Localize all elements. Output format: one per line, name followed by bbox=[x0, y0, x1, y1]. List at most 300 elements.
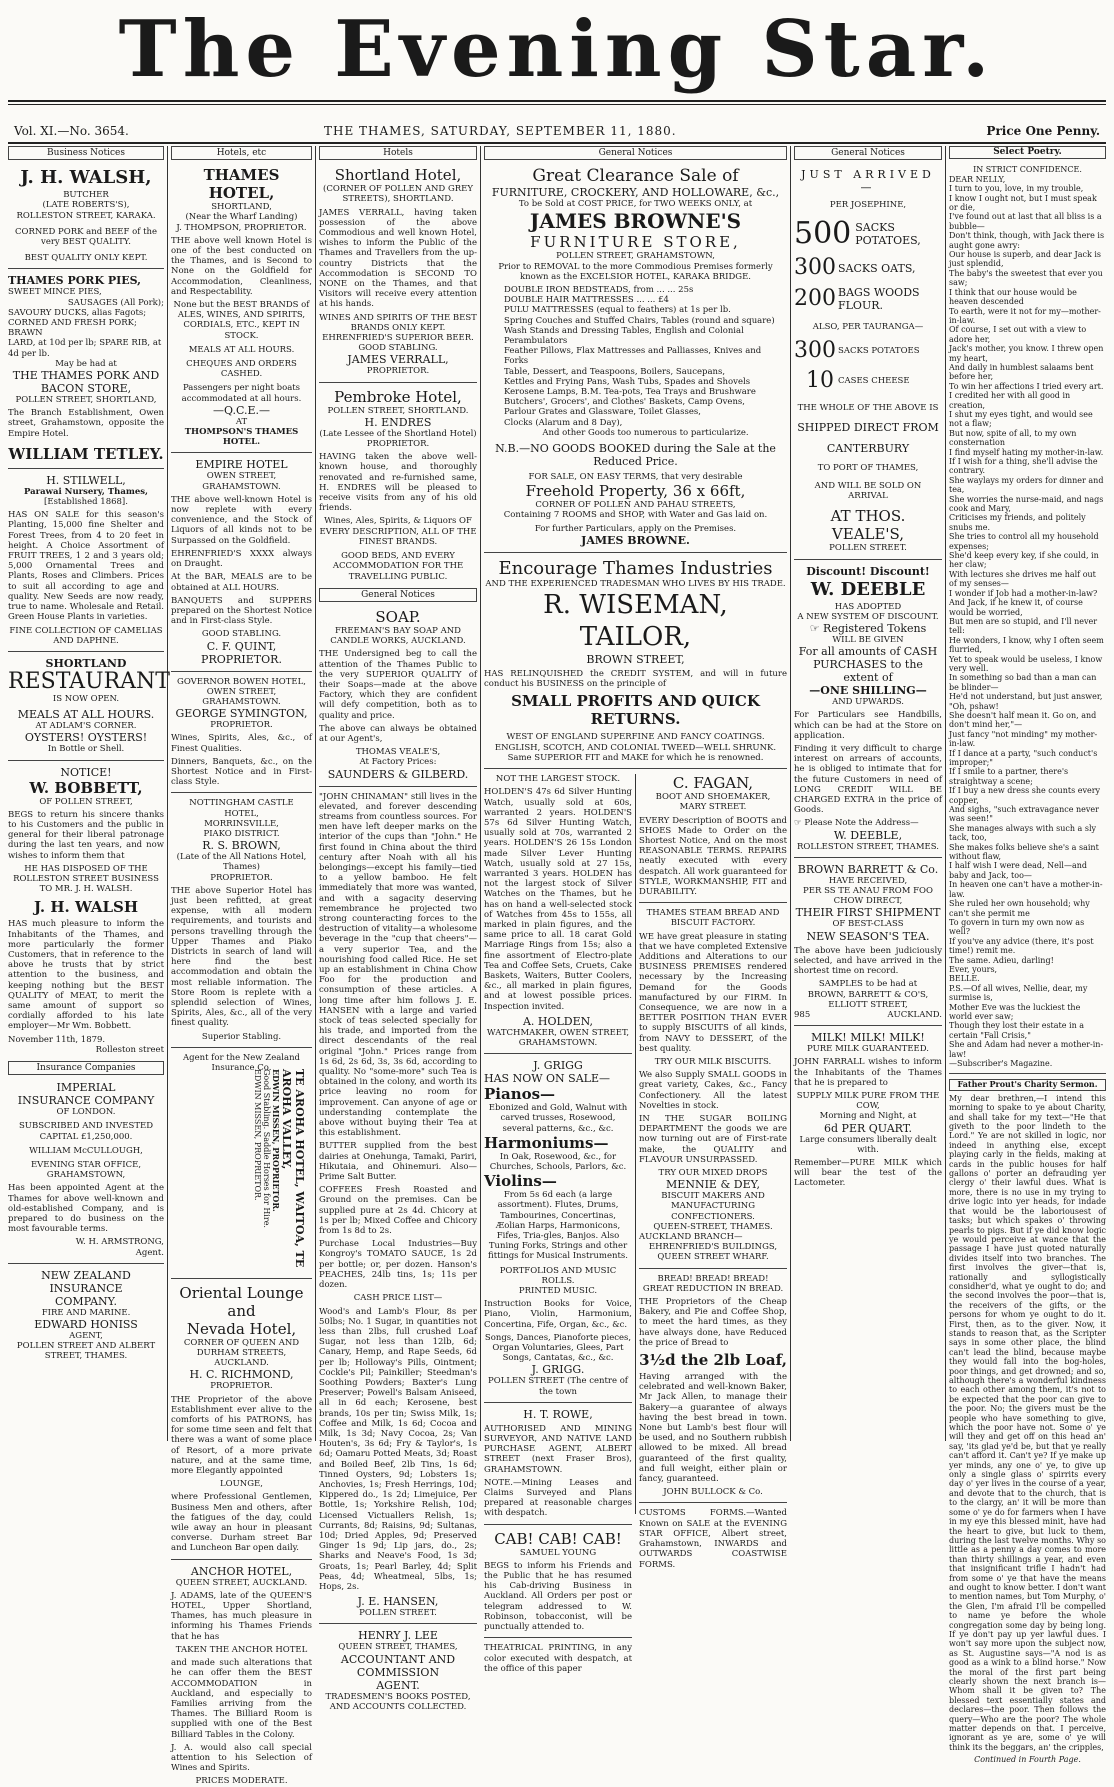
poem-line: In heaven one can't have a mother-in-law. bbox=[949, 880, 1103, 899]
ad-line: POLLEN STREET, SHORTLAND. bbox=[327, 405, 469, 416]
ad-line: CANTERBURY bbox=[826, 441, 910, 455]
divider bbox=[639, 902, 787, 903]
ad-line: SAUSAGES (All Pork); bbox=[67, 297, 164, 308]
ad-line: For all amounts of CASH PURCHASES to the extent of bbox=[798, 645, 938, 685]
ad-line: PROPRIETOR. bbox=[366, 439, 430, 450]
ad-rowe-surveyor bbox=[484, 1408, 632, 1519]
poem-line: If I wish for a thing, she'll advise the contrary. bbox=[949, 457, 1098, 476]
ad-line: WILL BE GIVEN bbox=[832, 635, 904, 646]
ad-body: THE above Superior Hotel has just been refitted, at great expense, with all modern requirements, and tourists and persons travelling through the Upper Thames and Piako Districts in search of land will here find the best accommodation and obtain the most reliable information. The Store Room is replete with a splendid selection of Wines, Spirits, Ales, &c., all of the very finest quality. bbox=[171, 885, 312, 1029]
ad-body: THE Undersigned beg to call the attention of the Thames Public to the very SUPERIOR QUALITY of their Soaps—made at the above Factory, which they are confident will defy competition, both as to quality and price. bbox=[319, 649, 477, 721]
ad-body: EVERY Description of BOOTS and SHOES Made to Order on the Shortest Notice, And on the most REASONABLE TERMS. REPAIRS neatly executed with every despatch. All work guaranteed for STYLE, WORKMANSHIP, FIT and DURABILITY. bbox=[639, 815, 787, 897]
ad-line: SWEET MINCE PIES, bbox=[8, 287, 102, 298]
ad-line: HAS NOW ON SALE— bbox=[484, 1072, 610, 1086]
divider bbox=[171, 671, 312, 672]
ad-body: Purchase Local Industries—Buy Kongroy's TOMATO SAUCE, 1s 2d per bottle; or, per dozen. Hanson's PEACHES, 24lb tins, 1s; 11s per dozen. bbox=[319, 1239, 477, 1291]
ad-line: OWEN STREET, GRAHAMSTOWN. bbox=[202, 686, 281, 707]
poem-line: I credited her with all good in creation, bbox=[949, 391, 1071, 410]
poem-line: I shut my eyes tight, and would see not a flaw; bbox=[949, 409, 1093, 429]
poem-line: He wonders, I know, why I often seem flurried, bbox=[949, 635, 1104, 655]
ad-line: EHRENFRIED'S SUPERIOR BEER. bbox=[322, 333, 474, 344]
list-item: Kerosene Lamps, B.M. Tea-pots, Tea Trays and Brushware bbox=[504, 387, 756, 398]
section-header: Insurance Companies bbox=[8, 1061, 164, 1075]
poem-line: To earth, were it not for my—mother-in-law. bbox=[949, 306, 1101, 325]
ad-title: 3½d the 2lb Loaf, bbox=[639, 1351, 787, 1370]
masthead-rule-top bbox=[8, 100, 1106, 102]
ad-body: "JOHN CHINAMAN" still lives in the elevated, and forever descending streams from countless sources. For men have left deeper marks on the interior of the cups than "John." He first found in China about the third century after Noah with all his belongings—except his family—tied to a yellow bamboo. He felt immediately that more was wanted, and with a sagacity deserving remembrance he projected two strong counteracting forces to the destruction of vitality—a wholesome beverage in the "cup that cheers"—a very superior Tea, and the nourishing food called Rice. He set up an establishment in China Chow Foo for the production and consumption of these articles. A long time after him follows J. E. HANSEN with a large and varied stock of teas selected specially for his trade, and imported from the direct descendants of the real original "John." Prices range from 1s 6d, 2s 6d, 3s, 3s 6d, according to quality. No "some-more" such Tea is obtained in the colony, and worth its price leaving no room for improvement. Can anyone of age or understanding contemplate the above without buying their Tea at this establishment. bbox=[319, 791, 477, 1139]
list-item: Feather Pillows, Flax Mattresses and Palliasses, Knives and Forks bbox=[504, 346, 762, 367]
ad-line: (Late of the All Nations Hotel, Thames) bbox=[176, 852, 307, 873]
ad-line: WILLIAM McCULLOUGH, bbox=[29, 1145, 143, 1156]
ad-body: The Branch Establishment, Owen street, Grahamstown, opposite the Empire Hotel. bbox=[8, 408, 164, 439]
ad-title: FURNITURE STORE, bbox=[530, 233, 741, 252]
poem-line: In something so bad than a man can be blinder— bbox=[949, 673, 1097, 692]
poem-line: Don't think, though, with Jack there is aught gone awry: bbox=[949, 231, 1105, 250]
ad-line: AT ADLAM'S CORNER. bbox=[35, 721, 137, 732]
ad-signature: JOHN BULLOCK & Co. bbox=[663, 1487, 763, 1498]
ad-title: NOTTINGHAM CASTLE HOTEL, bbox=[189, 798, 294, 819]
list-item: Parlour Grates and Glassware, Toilet Glasses, bbox=[504, 407, 701, 418]
ad-title: THAMES STEAM BREAD AND BISCUIT FACTORY. bbox=[646, 908, 780, 929]
ad-cheap-bakery bbox=[639, 1274, 787, 1498]
ad-line: Violins— bbox=[484, 1172, 557, 1191]
ad-signature: THOMPSON'S THAMES HOTEL. bbox=[184, 427, 299, 448]
poem-line: She ruled her own household; why can't she permit me bbox=[949, 899, 1090, 918]
ad-line: Morning and Night, at bbox=[819, 1111, 917, 1122]
column-divider bbox=[315, 146, 316, 1441]
continuation-note: Continued in Fourth Page. bbox=[974, 1755, 1081, 1765]
divider bbox=[484, 1637, 632, 1638]
ad-line: Same SUPERIOR FIT and MAKE for which he is renowned. bbox=[507, 752, 764, 763]
issue-date: THE THAMES, SATURDAY, SEPTEMBER 11, 1880. bbox=[324, 124, 677, 138]
ad-line: AGENT, bbox=[69, 1331, 103, 1342]
ad-line: PRICES MODERATE. bbox=[195, 1776, 288, 1787]
ad-line: AND WILL BE SOLD ON ARRIVAL bbox=[814, 481, 922, 502]
ad-line: BEST QUALITY ONLY KEPT. bbox=[24, 253, 148, 264]
section-header: Select Poetry. bbox=[949, 146, 1106, 159]
poem-line: DEAR NELLY, bbox=[949, 174, 1006, 184]
ad-title: EMPIRE HOTEL bbox=[195, 458, 288, 472]
ad-theatrical-printing: THEATRICAL PRINTING, in any color executed with despatch, at the office of this paper bbox=[484, 1643, 632, 1674]
produce-row bbox=[794, 218, 942, 250]
ad-deeble-discount bbox=[794, 565, 942, 852]
poem-line: Mother Eve was the luckiest the world ever saw; bbox=[949, 1002, 1081, 1021]
ad-line: CAPITAL £1,250,000. bbox=[39, 1131, 133, 1142]
poem-line: I've found out at last that all bliss is a bubble— bbox=[949, 212, 1102, 231]
ad-title: BREAD! BREAD! BREAD! bbox=[657, 1273, 769, 1284]
ad-line: Prior to REMOVAL to the more Commodious Premises formerly known as the EXCELSIOR HOTEL, KARAKA BRIDGE. bbox=[498, 261, 773, 282]
ad-line: EDWIN MISSEN, PROPRIETOR. bbox=[271, 1068, 281, 1212]
ad-signature: JAMES BROWNE. bbox=[581, 533, 690, 547]
ad-body: where Professional Gentlemen, Business Men and others, after the fatigues of the day, could wile away an hour in pleasant converse. Durham street Bar and Luncheon Bar open daily. bbox=[171, 1492, 312, 1554]
column-divider bbox=[480, 146, 481, 1441]
ad-signature: SAUNDERS & GILBERD. bbox=[327, 767, 469, 781]
item-list bbox=[484, 285, 787, 438]
ad-line: POLLEN STREET, SHORTLAND, bbox=[15, 395, 157, 406]
ad-line: SAVOURY DUCKS, alias Fagots; bbox=[8, 307, 147, 318]
poem-line: The same. Adieu, darling! bbox=[949, 955, 1054, 965]
ad-body: THE Proprietor of the above Establishment ever alive to the comforts of his PATRONS, has for some time seen and felt that there was a want of some place of Resort, of a more private nature, and at the same time, more Elegantly appointed bbox=[171, 1394, 312, 1477]
section-header: General Notices bbox=[484, 146, 787, 160]
ad-line: H. C. RICHMOND, bbox=[189, 1368, 294, 1382]
ad-title: Oriental Lounge and bbox=[179, 1283, 304, 1320]
ad-body: Wood's and Lamb's Flour, 8s per 50lbs; No. 1 Sugar, in quantities not less than 2lbs, full crushed Loaf Sugar, not less than 12lb, 6d; Canary, Hemp, and Rape Seeds, 6d per lb; Holloway's Pills, Ointment; Cockle's Pil; Painkiller; Steedman's Soothing Powders; Baxter's Lung Preserver; Powell's Balsam Aniseed, all in 6d each; Kerosene, best brands, 10s per tin; Swiss Milk, 1s; Coffee and Milk, 1s 6d; Cocoa and Milk, 1s 3d; Navy Cocoa, 2s; Van Houten's, 3s 6d; Fry & Taylor's, 1s 6d; Oamaru Potted Meats, 3d; Roast and Boiled Beef, 2lb Tins, 1s 6d; Tinned Oysters, 9d; Lobsters 1s; Anchovies, 1s; Fresh Herrings, 10d; Kippered do., 1s 2d; Limejuice, Per Bottle, 1s; Yorkshire Relish, 10d; Licensed Victuallers Relish, 1s; Currants, 8d; Raisins, 9d; Sultanas, 10d; Dried Apples, 9d; Preserved Ginger 1s 9d; Lip jars, do., 2s; Sharks and Neave's Food, 1s 3d; Groats, 1s; Pearl Barley, 4d; Split Peas, 4d; Wheatmeal, 5lbs, 1s; Hops, 2s. bbox=[319, 1306, 477, 1592]
poem-line: Jack's mother, you know. I threw open my heart, bbox=[949, 344, 1104, 363]
poem-line: Our house is superb, and dear Jack is just splendid, bbox=[949, 250, 1102, 269]
ad-line: CORNED AND FRESH PORK; BRAWN bbox=[8, 318, 137, 339]
ad-line: BACON STORE, bbox=[40, 382, 132, 396]
ad-title: R. WISEMAN, TAILOR, bbox=[543, 590, 728, 653]
ad-shortland-restaurant bbox=[8, 656, 170, 755]
ad-line: SUPPLY MILK PURE FROM THE COW, bbox=[796, 1090, 940, 1112]
ad-body: HAVING taken the above well-known house, and thoroughly renovated and re-furnished same, H. ENDRES will be pleased to receive visits from any of his old friends. bbox=[319, 452, 477, 514]
ad-line: SUBSCRIBED AND INVESTED bbox=[18, 1121, 154, 1132]
quantity: 300 bbox=[794, 337, 836, 363]
section-header: General Notices bbox=[319, 588, 477, 602]
divider bbox=[8, 468, 164, 469]
ad-line: WEST OF ENGLAND SUPERFINE AND FANCY COATINGS. bbox=[506, 732, 765, 743]
ad-body: J. ADAMS, late of the QUEEN'S HOTEL, Upper Shortland, Thames, has much pleasure in informing his Thames Friends that he has bbox=[171, 1590, 312, 1642]
ad-signature: JAMES VERRALL, bbox=[347, 353, 449, 367]
ad-line: Ebonized and Gold, Walnut with carved trusses, Rosewood, several patterns, &c., &c. bbox=[488, 1103, 628, 1134]
ad-farrall-milk bbox=[794, 1031, 942, 1188]
ad-line: PIAKO DISTRICT. bbox=[203, 828, 280, 839]
ad-title: J. GRIGG bbox=[533, 1059, 583, 1073]
list-item: Spring Couches and Stuffed Chairs, Tables (round and square) bbox=[504, 315, 775, 326]
masthead bbox=[0, 0, 1114, 120]
ad-signature: WILLIAM TETLEY. bbox=[8, 444, 164, 463]
poem-line: If I dance at a party, "such conduct's improper;" bbox=[949, 748, 1098, 767]
list-item: DOUBLE HAIR MATTRESSES ... ... £4 bbox=[504, 295, 669, 306]
poem-line: And sighs, "such extravagance never was seen!" bbox=[949, 805, 1099, 824]
ad-body: The above have been judiciously selected, and have arrived in the shortest time on record. bbox=[794, 945, 942, 977]
ad-date: November 11th, 1879. bbox=[8, 1034, 106, 1045]
ad-anchor-hotel bbox=[171, 1565, 312, 1787]
ad-title: H. STILWELL, bbox=[46, 473, 126, 487]
ad-line: OF BEST-CLASS bbox=[832, 919, 904, 930]
ad-body: COFFEES Fresh Roasted and Ground on the premises. Can be supplied pure at 2s 4d. Chicory at 1s per lb; Mixed Coffee and Chicory from 1s 8d to 2s. bbox=[319, 1185, 477, 1237]
poem-line: But men are so stupid, and I'll never tell: bbox=[949, 616, 1098, 636]
ad-line: ALSO, PER TAURANGA— bbox=[812, 322, 924, 333]
poem-line: She and Adam had never a mother-in-law! bbox=[949, 1040, 1104, 1059]
list-item: Clocks (Alarum and 8 Day), bbox=[504, 417, 623, 428]
pointing-hand-icon: ☞ bbox=[809, 622, 824, 636]
ad-veale-produce bbox=[794, 168, 942, 553]
ad-body: and made such alterations that he can offer them the BEST ACCOMMODATION in Auckland, and especially to Families arriving from the Thames. The Billiard Room is supplied with one of the Best Billiard Tables in the Colony. bbox=[171, 1658, 312, 1740]
rotated-ad-text bbox=[253, 1069, 306, 1269]
ad-line: PER JOSEPHINE, bbox=[829, 200, 907, 211]
ad-line: WINES AND SPIRITS OF THE BEST BRANDS ONLY KEPT. bbox=[319, 312, 477, 333]
list-item: And other Goods too numerous to particularize. bbox=[542, 427, 749, 438]
ad-line: SAMPLES to be had at bbox=[818, 979, 918, 990]
ad-line: THE THAMES PORK AND bbox=[12, 369, 160, 383]
ad-line: QUEEN STREET, THAMES, bbox=[338, 1642, 458, 1653]
ad-line: H. ENDRES bbox=[364, 415, 432, 429]
ad-body: HAS much pleasure to inform the Inhabitants of the Thames, and more particularly the former Customers, that in reference to the above he trusts that by strict attention to the business, and keeping nothing but the BEST QUALITY of MEAT, to merit the same amount of support so cordially afforded to his late employer—Mr Wm. Bobbett. bbox=[8, 919, 164, 1032]
column-divider bbox=[790, 146, 791, 1441]
poem-line: She manages always with such a sly tack, too, bbox=[949, 823, 1097, 843]
poem-line: To win her affections I tried every art. bbox=[949, 381, 1104, 391]
ad-line: 6d PER QUART. bbox=[824, 1121, 912, 1135]
ad-fagan-boots bbox=[639, 774, 787, 897]
ad-body: THE above well known Hotel is one of the best conducted on the Thames, and is Second to None on the Goldfield for Accommodation, Cleanliness, and Respectability. bbox=[171, 235, 312, 297]
ad-title: C. FAGAN, bbox=[672, 774, 754, 793]
ad-line: None but the BEST BRANDS of ALES, WINES, AND SPIRITS, CORDIALS, ETC., KEPT IN STOCK. bbox=[173, 300, 310, 341]
ad-line: POLLEN STREET. bbox=[359, 1608, 437, 1619]
ad-title: HENRY J. LEE bbox=[358, 1629, 438, 1643]
ad-signature: J. E. HANSEN, bbox=[357, 1595, 439, 1609]
ad-line: Rolleston street bbox=[95, 1044, 164, 1055]
divider bbox=[8, 268, 164, 269]
ad-line: AUCKLAND BRANCH— bbox=[639, 1232, 743, 1243]
price: Price One Penny. bbox=[986, 124, 1100, 138]
produce-label: SACKS POTATOES bbox=[838, 345, 920, 356]
ad-title: J. H. WALSH bbox=[33, 898, 139, 917]
ad-title: Pembroke Hotel, bbox=[334, 387, 462, 406]
list-item: Kettles and Frying Pans, Wash Tubs, Spades and Shovels bbox=[504, 376, 751, 387]
produce-label: SACKS POTATOES, bbox=[855, 221, 921, 248]
ad-line: BUTCHER bbox=[63, 190, 109, 201]
ad-line: J. THOMPSON, PROPRIETOR. bbox=[176, 222, 307, 233]
ad-line: TAKEN THE ANCHOR HOTEL bbox=[175, 1644, 308, 1655]
divider bbox=[484, 1053, 632, 1054]
column-divider bbox=[167, 146, 168, 1441]
ad-line: PRINTED MUSIC. bbox=[518, 1286, 598, 1297]
ad-imperial-insurance bbox=[8, 1081, 164, 1258]
ad-line: Parawai Nursery, Thames, bbox=[24, 486, 148, 497]
ad-line: EDWIN MISSEN, PROPRIETOR. bbox=[253, 1068, 262, 1201]
produce-row bbox=[794, 369, 942, 393]
ad-soap bbox=[319, 608, 477, 781]
ad-line: QUEEN STREET, AUCKLAND. bbox=[175, 1577, 308, 1588]
list-item: Butchers', Grocers', and Clothes' Baskets, Camp Ovens, bbox=[504, 397, 745, 408]
ad-signature: A. HOLDEN, bbox=[522, 1014, 594, 1028]
poem-line: I turn to you, love, in my trouble, bbox=[949, 184, 1084, 194]
ad-line: (CORNER OF POLLEN AND GREY STREETS), SHORTLAND. bbox=[323, 184, 473, 205]
divider bbox=[639, 1268, 787, 1269]
ad-line: (LATE ROBERTS'S), bbox=[42, 200, 130, 211]
ad-body: JAMES VERRALL, having taken possession of the above Commodious and well known Hotel, wishes to inform the Public of the Thames and Travellers from the up-country Districts that the Accommodation is SECOND TO NONE on the Thames, and that Visitors will receive every attention at his hands. bbox=[319, 207, 477, 310]
ad-body: NOTE.—Mining Leases and Claims Surveyed and Plans prepared at reasonable charges with despatch. bbox=[484, 1477, 632, 1519]
ad-title: NOTICE! bbox=[60, 765, 112, 779]
ad-body: J. A. would also call special attention to his Selection of Wines and Spirits. bbox=[171, 1742, 312, 1774]
produce-row bbox=[794, 339, 942, 363]
two-subcolumns bbox=[484, 774, 787, 1674]
ad-james-browne bbox=[484, 166, 787, 547]
ad-governor-bowen bbox=[171, 677, 312, 788]
poem-line: She tries to control all my household expenses; bbox=[949, 532, 1099, 551]
quantity: 300 bbox=[794, 255, 836, 281]
ad-signature: W. DEEBLE, bbox=[833, 828, 903, 842]
divider bbox=[949, 1073, 1106, 1074]
ad-title: SMALL PROFITS AND QUICK RETURNS. bbox=[511, 692, 760, 729]
ad-body: HAS ON SALE for this season's Planting, 15,000 fine Shelter and Forest Trees, from 4 to 20 feet in height. A Choice Assortment of FRUIT TREES, 1 2 and 3 years old; 5,000 Ornamental Trees and Plants, Roses and Climbers. Prices to suit all according to age and quality. New Seeds are now ready, true to name. Wholesale and Retail. Green House Plants in varieties. bbox=[8, 510, 164, 623]
ad-line: ENGLISH, SCOTCH, AND COLONIAL TWEED—WELL SHRUNK. bbox=[494, 742, 777, 753]
ad-title: THAMES HOTEL, bbox=[203, 166, 280, 203]
ad-line: GOOD BEDS, AND EVERY ACCOMMODATION FOR THE TRAVELLING PUBLIC. bbox=[332, 551, 464, 582]
ad-title: JAMES BROWNE'S bbox=[529, 209, 742, 234]
ad-line: THEIR FIRST SHIPMENT bbox=[795, 906, 941, 920]
article-body: My dear brethren,—I intend this morning to spake to ye about Charity, and shall take for my text—"He that giveth to the poor lindeth to the Lord." Ye are not skilled in logic, nor indeed in anything else, except playing carly in the fields, making at cards in the public houses for half gallons o' porter an defrauding yer clergy o' their lawful dues. What is more, there is no use in my trying to drive logic into yer heads, for indade that would be the laboriousest of tasks; but which spakes o' throwing pearls to pigs. But if ye did know logic ye would perceive at wance that the passage I have just quoted naturally divides itself into two branches. The first involves the giver—that is, rationally and syllogistically considher'd, what ye ought to do; and the second involves the poor—that is, the receivers of the gifts, or the persons for whom ye ought to do it. First, then, as to the giver. Now, it stands to reason that, as the Scripter says in some other place, the blind can't lead the blind, because maybe they would fall into the bog-holes, poor things, and get drowned; and so, although there's a wonderful kindness to each other among them, it's not to be expected that the poor can give to the poor. No; the givers must be the people who have something to give, which the poor have not. Some o' ye will they and get off on this head an' say, 'its glad ye'd be, but that ye really can't afford it. Can't ye? If ye make up yer minds, any one o' ye, to give up only a single glass o' spirrits every day o' yer lives in the course of a year, and devote that to the church, that is to the clargy, an' it will be more than some o' ye do for farmers when I have in my eye this blessed minit, have had the heart to give, but luck to them, during the last twelve months. Why so little as a penny a day comes to more than thirty shillings a year, and even that insignificant trifle I hadn't had from some o' ye that have the means and ought to know better. I don't want to mention names, but Tom Murphy, o' the Glen, I'm afraid I'll be compelled to name ye before the whole congregation some day by being long. If ye don't pay up yer lawful dues. I won't say more upon the subject now, as St. Augustine says—"A nod is as good as a wink to a blind horse." Now the moral of the first part being clearly shown the next branch is—Whom shall it be given to? The blessed text essentially states and declares—the poor. Then follows the query—Who are the poor? The whole matter depends on that. I perceive, ignorant as ye are, some o' ye will think its the beggars, an' the cripples, bbox=[949, 1093, 1106, 1752]
ad-line: [Established 1868]. bbox=[44, 497, 128, 508]
section-header: Hotels, etc bbox=[171, 146, 312, 160]
ad-signature: W. H. ARMSTRONG, bbox=[75, 1237, 164, 1248]
poem-body bbox=[949, 175, 1106, 1069]
produce-label: CASES CHEESE bbox=[838, 375, 910, 386]
poem-line: I wonder if Job had a mother-in-law? bbox=[949, 588, 1098, 598]
ad-footer bbox=[794, 1010, 942, 1020]
poem-line: She makes folks believe she's a saint without flaw, bbox=[949, 842, 1099, 862]
ad-wiseman-tailor bbox=[484, 558, 787, 763]
ad-line: EVENING STAR OFFICE, GRAHAMSTOWN, bbox=[30, 1160, 142, 1181]
list-item: DOUBLE IRON BEDSTEADS, from ... ... 25s bbox=[504, 285, 694, 296]
section-header: General Notices bbox=[794, 146, 942, 160]
ad-signature: AT THOS. VEALE'S, bbox=[830, 507, 906, 544]
column-general-notices-2 bbox=[794, 146, 942, 1441]
poem-line: I know I ought not, but I must speak or die, bbox=[949, 193, 1097, 213]
poem-line: And daily in humblest salaams bent before her, bbox=[949, 362, 1094, 382]
ad-body: Has been appointed Agent at the Thames for above well-known and old-established Company, and is prepared to do business on the most favourable terms. bbox=[8, 1183, 164, 1235]
ad-title: MILK! MILK! MILK! bbox=[811, 1031, 925, 1045]
poem-line: With lectures she drives me half out of my senses— bbox=[949, 569, 1096, 589]
ad-cab bbox=[484, 1530, 632, 1633]
ad-line: SHIPPED DIRECT FROM bbox=[797, 420, 939, 434]
ad-line: MORRINSVILLE, bbox=[204, 818, 279, 829]
ad-title: Shortland Hotel, bbox=[334, 166, 462, 185]
ad-line: BROWN STREET, bbox=[586, 653, 685, 667]
article-title: Father Prout's Charity Sermon. bbox=[949, 1079, 1106, 1090]
masthead-rule-thin bbox=[8, 104, 1106, 105]
ad-grigg-music bbox=[484, 1059, 632, 1397]
ad-line: BOOT AND SHOEMAKER, bbox=[655, 792, 771, 803]
section-header: Business Notices bbox=[8, 146, 164, 160]
ad-line: AT bbox=[235, 416, 248, 427]
divider bbox=[8, 651, 164, 652]
ad-line: IS NOW OPEN. bbox=[52, 693, 120, 704]
ad-line: CORNER OF QUEEN AND DURHAM STREETS, AUCKLAND. bbox=[183, 1337, 300, 1369]
ad-line: QUEEN-STREET, THAMES. bbox=[653, 1221, 773, 1232]
ad-title: H. T. ROWE, bbox=[523, 1407, 593, 1421]
list-item: Wash Stands and Dressing Tables, English and Colonial Perambulators bbox=[504, 325, 744, 347]
ad-line: —Q.C.E.— bbox=[212, 403, 270, 417]
divider bbox=[171, 1047, 312, 1048]
ad-body: For Particulars see Handbills, which can be had at the Store on application. bbox=[794, 710, 942, 741]
quantity: 200 bbox=[794, 286, 836, 312]
produce-label: SACKS OATS, bbox=[838, 261, 916, 275]
ad-empire-hotel bbox=[171, 458, 312, 665]
ad-line: CHEQUES AND ORDERS CASHED. bbox=[186, 359, 297, 380]
subcolumn-right bbox=[639, 774, 787, 1573]
ad-line: OYSTERS! OYSTERS! bbox=[24, 731, 148, 745]
ad-line: OWEN STREET, GRAHAMSTOWN. bbox=[202, 471, 281, 492]
quantity: 500 bbox=[794, 216, 852, 252]
ad-thames-hotel bbox=[171, 166, 312, 447]
ad-line: TE AROHA HOTEL, WAITOA, TE AROHA VALLEY, bbox=[280, 1068, 306, 1268]
poem-line: If I buy a new dress she counts every copper, bbox=[949, 786, 1101, 805]
ad-line: To be Sold at COST PRICE, for TWO WEEKS ONLY, at bbox=[518, 199, 753, 210]
ad-line: MEALS AT ALL HOURS. bbox=[17, 708, 155, 722]
ad-line: TRY OUR MILK BISCUITS. bbox=[654, 1056, 772, 1067]
ad-line: AUCKLAND. bbox=[887, 1009, 942, 1020]
ad-title: W. DEEBLE bbox=[810, 578, 926, 600]
ad-line: AND UPWARDS. bbox=[832, 697, 904, 708]
poem-title: IN STRICT CONFIDENCE. bbox=[973, 165, 1082, 175]
divider bbox=[794, 559, 942, 560]
ad-line: BANQUETS and SUPPERS prepared on the Shortest Notice and in First-class Style. bbox=[171, 595, 312, 627]
column-business-notices bbox=[8, 146, 170, 1441]
ad-line: EHRENFRIED'S XXXX always on Draught. bbox=[171, 548, 312, 570]
column-divider bbox=[945, 146, 946, 1441]
divider bbox=[794, 1025, 942, 1026]
poem-line: I think that our house would be heaven descended bbox=[949, 287, 1077, 307]
section-header: Hotels bbox=[319, 146, 477, 160]
ad-line: HAS ADOPTED bbox=[834, 601, 902, 612]
ad-line: AGENT. bbox=[376, 1678, 420, 1692]
divider bbox=[484, 1402, 632, 1403]
ad-line: FOR SALE, ON EASY TERMS, that very desirable bbox=[528, 472, 743, 483]
ad-pembroke-hotel bbox=[319, 388, 477, 582]
volume-number: Vol. XI.—No. 3654. bbox=[14, 124, 129, 138]
produce-label: BAGS WOODS FLOUR. bbox=[838, 286, 920, 313]
ad-title: BROWN BARRETT & Co. bbox=[797, 862, 939, 876]
ad-line: Songs, Dances, Pianoforte pieces, Organ Voluntaries, Glees, Part Songs, Cantatas, &c., &c. bbox=[484, 1332, 632, 1364]
divider bbox=[319, 382, 477, 383]
ad-line: FINE COLLECTION OF CAMELIAS AND DAPHNE. bbox=[9, 625, 163, 646]
poem-line: Ever, yours, bbox=[949, 964, 998, 974]
ad-line: At Factory Prices: bbox=[359, 757, 437, 768]
pointing-hand-icon: ☞ bbox=[794, 818, 805, 829]
ad-body: AUTHORISED AND MINING SURVEYOR, AND NATIVE LAND PURCHASE AGENT, ALBERT STREET (next Fraser Bros), GRAHAMSTOWN. bbox=[484, 1423, 632, 1475]
ad-body: HOLDEN'S 47s 6d Silver Hunting Watch, usually sold at 60s, warranted 2 years. HOLDEN'S 57s 6d Silver Hunting Watch, usually sold at 70s, warranted 2 years. HOLDEN'S 26 15s London made Silver Lever Hunting Watch, usually sold at 27 15s, warranted 3 years. HOLDEN has not the largest stock of Silver Watches on the Thames, but he has on hand a well-selected stock of Watches from 45s to 155s, all marked in plain figures, and the same price to all. 18 carat Gold Marriage Rings from 15s; also a fine assortment of Electro-plate Tea and Coffee Sets, Cruets, Cake Baskets, Waiters, Butter Coolers, &c., all marked in plain figures, and at lowest possible prices. Inspection invited. bbox=[484, 787, 632, 1012]
ad-line: ELLIOTT STREET, bbox=[828, 999, 908, 1010]
ad-line: May be had at bbox=[55, 358, 117, 369]
ad-line: GOOD STABLING. bbox=[201, 629, 282, 640]
column-select-poetry bbox=[949, 146, 1106, 1765]
ad-line: BISCUIT MAKERS AND MANUFACTURING CONFECTIONERS. bbox=[661, 1191, 765, 1222]
ad-title: INSURANCE COMPANY bbox=[17, 1094, 155, 1108]
divider bbox=[8, 1263, 164, 1264]
ad-line: At the BAR, MEALS are to be obtained at ALL HOURS. bbox=[171, 572, 312, 593]
ad-body: Having arranged with the celebrated and well-known Baker, Mr Jack Allen, to manage their Bakery—a guarantee of always having the best bread in town. None but Lamb's best flour will be used, and no Southern rubbish allowed to be mixed. All bread guaranteed of the first quality, and full weight, either plain or fancy, guaranteed. bbox=[639, 1372, 787, 1485]
ad-line: GREAT REDUCTION IN BREAD. bbox=[642, 1283, 784, 1294]
ad-title: Nevada Hotel, bbox=[186, 1319, 297, 1338]
ad-body: HAS RELINQUISHED the CREDIT SYSTEM, and will in future conduct his BUSINESS on the principle of bbox=[484, 669, 787, 690]
ad-signature: MENNIE & DEY, bbox=[666, 1178, 760, 1192]
divider bbox=[484, 768, 787, 769]
poem-line: She waylays my orders for dinner and tea, bbox=[949, 475, 1104, 495]
tokens-label: Registered Tokens bbox=[823, 622, 927, 636]
ad-brown-barrett-tea bbox=[794, 863, 942, 1020]
ad-line: ROLLESTON STREET, THAMES. bbox=[797, 841, 939, 852]
ad-nottingham-castle bbox=[171, 798, 312, 1041]
ad-line: WATCHMAKER, OWEN STREET, GRAHAMSTOWN. bbox=[486, 1027, 630, 1048]
poem-line: And Jack, if he knew it, of course would be worried, bbox=[949, 598, 1083, 617]
column-divider bbox=[635, 774, 636, 1514]
divider bbox=[319, 786, 477, 787]
ad-line: POLLEN STREET AND ALBERT STREET, THAMES. bbox=[16, 1341, 156, 1362]
poem-line: —Subscriber's Magazine. bbox=[949, 1059, 1053, 1068]
ad-body: The above can always be obtained at our Agent's, bbox=[319, 723, 477, 744]
divider bbox=[794, 857, 942, 858]
poem-line: Criticises my friends, and politely snubs me. bbox=[949, 513, 1086, 532]
poem-line: She doesn't half mean it. Go on, and don't mind her,"— bbox=[949, 710, 1097, 730]
divider bbox=[484, 1524, 632, 1525]
ad-line: CORNER OF POLLEN AND PAHAU STREETS, bbox=[535, 500, 736, 511]
ad-line bbox=[794, 818, 942, 828]
ad-line: MARY STREET. bbox=[679, 802, 747, 813]
ad-number: 985 bbox=[794, 1009, 811, 1020]
ad-nz-insurance bbox=[8, 1269, 164, 1362]
